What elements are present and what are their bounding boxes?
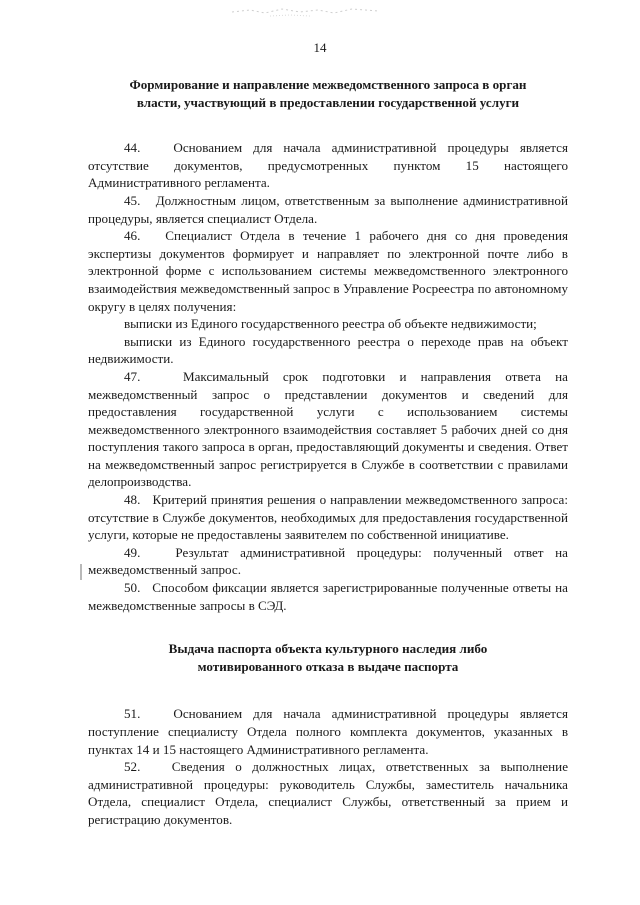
margin-mark bbox=[80, 564, 82, 580]
paragraph-51: 51. Основанием для начала административной процедуры является поступление специалисту Отдела полного комплекта документов, указанных в пунктах 14 и 15 настоящего Административного регламента. bbox=[88, 706, 568, 757]
heading-line: мотивированного отказа в выдаче паспорта bbox=[197, 658, 459, 674]
heading-line: власти, участвующий в предоставлении государственной услуги bbox=[136, 94, 520, 110]
paragraph-48: 48. Критерий принятия решения о направлении межведомственного запроса: отсутствие в Службе документов, необходимых для предоставления государственной услуги, которые не предоставлены заявителем по собственной инициативе. bbox=[88, 492, 568, 543]
paragraph-47: 47. Максимальный срок подготовки и направления ответа на межведомственный запрос о представлении документов и сведений для предоставления государственной услуги с использованием системы межведомственного электронного взаимодействия составляет 5 рабочих дней со дня поступления такого запроса в орган, предоставляющий документы и сведения. Ответ на межведомственный запрос регистрируется в Службе в соответствии с правилами делопроизводства. bbox=[88, 368, 568, 490]
paragraph-52: 52. Сведения о должностных лицах, ответственных за выполнение административной процедуры: руководитель Службы, заместитель начальника Отдела, специалист Отдела, специалист Службы, ответственный за прием и регистрацию документов. bbox=[88, 759, 568, 827]
paragraph-45: 45. Должностным лицом, ответственным за выполнение административной процедуры, является специалист Отдела. bbox=[88, 192, 568, 226]
list-item-extract-rights: выписки из Единого государственного реестра о переходе прав на объект недвижимости. bbox=[88, 333, 568, 367]
paragraph-46: 46. Специалист Отдела в течение 1 рабочего дня со дня проведения экспертизы документов формирует и направляет по электронной почте либо в электронной форме с использованием системы межведомственного электронного взаимодействия межведомственный запрос в Управление Росреестра по автономному округу в целях получения: bbox=[88, 228, 568, 314]
page-number: 14 bbox=[313, 40, 327, 55]
section-heading-mezhvedomstvenny-zapros bbox=[88, 76, 568, 111]
document-body bbox=[88, 76, 568, 829]
list-item-extract-object: выписки из Единого государственного реестра об объекте недвижимости; bbox=[124, 316, 537, 332]
heading-line: Выдача паспорта объекта культурного наследия либо bbox=[168, 641, 488, 657]
scan-artifact bbox=[230, 4, 380, 18]
paragraph-49: 49. Результат административной процедуры: полученный ответ на межведомственный запрос. bbox=[88, 544, 568, 578]
paragraph-50: 50. Способом фиксации является зарегистрированные полученные ответы на межведомственные запросы в СЭД. bbox=[88, 580, 568, 613]
heading-line: Формирование и направление межведомственного запроса в орган bbox=[129, 77, 527, 92]
section-heading-passport-issue bbox=[88, 640, 568, 675]
paragraph-44: 44. Основанием для начала административной процедуры является отсутствие документов, предусмотренных пунктом 15 настоящего Административного регламента. bbox=[88, 140, 568, 191]
